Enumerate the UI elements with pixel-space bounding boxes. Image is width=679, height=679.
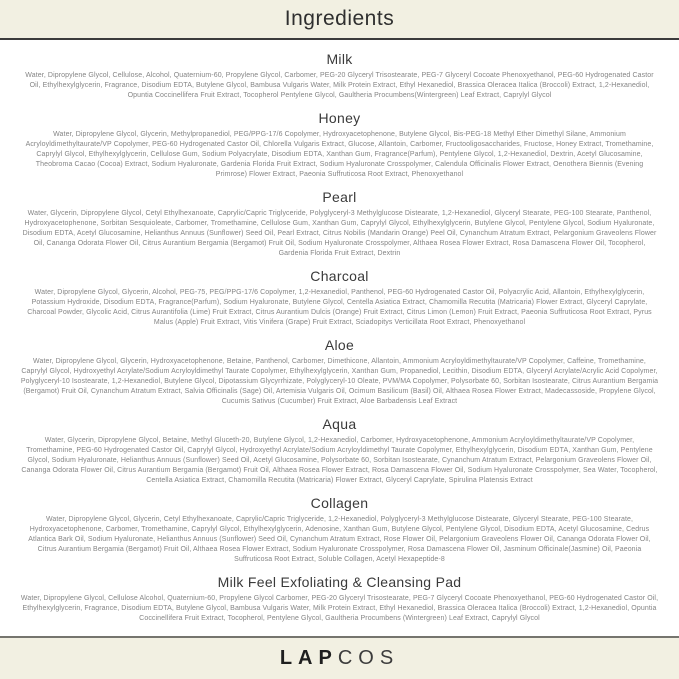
section-ingredients: Water, Dipropylene Glycol, Glycerin, Methylpropanediol, PEG/PPG-17/6 Copolymer, Hydroxyacetophenone, Butylene Glycol, Bis-PEG-18 Methyl Ether Dimethyl Silane, Ammonium Acryloyldimethyltaurate/VP Copolymer, PEG-60 Hydrogenated Castor Oil, Chlorella Vulgaris Extract, Glucose, Allantoin, Carbomer, Fructooligosaccharides, Fructose, Honey Extract, Tromethamine, Caprylyl Glycol, Ethylhexylglycerin, Cellulose Gum, Sodium Polyacrylate, Disodium EDTA, Xanthan Gum, Fragrance(Parfum), Pentylene Glycol, 1,2-Hexanediol, Dextrin, Acetyl Glucosamine, Theobroma Cacao (Cocoa) Extract, Sodium Hyaluronate, Gardenia Florida Fruit Extract, Sodium Hyaluronate Crosspolymer, Calendula Officinalis Flower Extract, Oenothera Biennis (Evening Primrose) Flower Extract, Paeonia Suffruticosa Root Extract, Phenoxyethanol [25,131,654,178]
section-pearl [0,189,679,259]
section-heading: Aqua [322,416,357,432]
section-charcoal [0,268,679,328]
lapcos-logo [280,647,399,670]
section-collagen [0,495,679,565]
section-heading: Honey [318,110,361,126]
section-aqua [0,416,679,486]
section-honey [0,110,679,180]
header-band [0,0,679,40]
footer-band [0,636,679,679]
section-heading: Collagen [310,495,369,511]
ingredients-list [0,40,679,624]
section-heading: Pearl [322,189,357,205]
section-ingredients: Water, Dipropylene Glycol, Glycerin, Alcohol, PEG-75, PEG/PPG-17/6 Copolymer, 1,2-Hexanediol, Panthenol, PEG-60 Hydrogenated Castor Oil, Polyacrylic Acid, Allantoin, Ethylhexylglycerin, Potassium Hydroxide, Disodium EDTA, Fragrance(Parfum), Sodium Hyaluronate, Butylene Glycol, Centella Asiatica Extract, Chamomilla Recutita (Matricaria) Flower Extract, Glyceryl Caprylate, Charcoal Powder, Glycolic Acid, Citrus Aurantifolia (Lime) Fruit Extract, Citrus Aurantium Dulcis (Orange) Fruit Extract, Citrus Limon (Lemon) Fruit Extract, Paeonia Suffruticosa Root Extract, Pyrus Malus (Apple) Fruit Extract, Vitis Vinifera (Grape) Fruit Extract, Sciadopitys Verticillata Root Extract, Phenoxyethanol [27,289,652,326]
section-ingredients: Water, Dipropylene Glycol, Cellulose Alcohol, Quaternium-60, Propylene Glycol Carbomer, PEG-20 Glyceryl Trisostearate, PEG-7 Glyceryl Cocoate Phenoxyethanol, PEG-60 Hydrogenated Castor Oil, Ethylhexylglycerin, Fragrance, Disodium EDTA, Butylene Glycol, Bambusa Vulgaris Water, Milk Protein Extract, Ethyl Hexanediol, Brassica Oleracea Italica (Broccoli) Extract, 1,2-Hexanediol, Opuntia Coccinellifera Fruit Extract, Tocopherol, Pentylene Glycol, Gaultheria Procumbens (Wintergreen) Leaf Extract, Caprylyl Glycol [20,595,659,622]
lapcos-logo-bold-part: LAP [279,647,338,669]
lapcos-logo-light-part: COS [337,647,400,669]
section-heading: Charcoal [310,268,369,284]
section-heading: Milk Feel Exfoliating & Cleansing Pad [217,574,462,590]
section-heading: Aloe [324,337,355,353]
section-ingredients: Water, Glycerin, Dipropylene Glycol, Betaine, Methyl Gluceth-20, Butylene Glycol, 1,2-Hexanediol, Carbomer, Hydroxyacetophenone, Ammonium Acryloyldimethyltaurate/VP Copolymer, Tromethamine, PEG-60 Hydrogenated Castor Oil, Caprylyl Glycol, Hydroxyethyl Acrylate/Sodium Acryloyldimethyl Taurate Copolymer, Ethylhexylglycerin, Disodium EDTA, Xanthan Gum, Pentylene Glycol, Sodium Hyaluronate, Helianthus Annuus (Sunflower) Seed Oil, Acetyl Glucosamine, Polysorbate 60, Sorbitan Isostearate, Cynanchum Atratum Extract, Pelargonium Graveolens Flower Oil, Cananga Odorata Flower Oil, Citrus Aurantium Bergamia (Bergamot) Fruit Oil, Althaea Rosea Flower Extract, Rosa Damascena Flower Oil, Sodium Hyaluronate Crosspolymer, Sea Water, Tocopherol, Centella Asiatica Extract, Chamomilla Recutita (Matricaria) Flower Extract, Glyceryl Caprylate, Spirulina Platensis Extract [21,437,658,484]
section-ingredients: Water, Dipropylene Glycol, Cellulose, Alcohol, Quaternium-60, Propylene Glycol, Carbomer, PEG-20 Glyceryl Trisostearate, PEG-7 Glyceryl Cocoate Phenoxyethanol, PEG-60 Hydrogenated Castor Oil, Ethylhexylglycerin, Fragrance, Disodium EDTA, Butylene Glycol, Bambusa Vulgaris Water, Milk Protein Extract, Ethyl Hexanediol, Brassica Oleracea Italica (Broccoli) Extract, 1,2-Hexanediol, Opuntia Coccinellifera Fruit Extract, Tocopherol Pentylene Glycol, Gaultheria Procumbens(Wintergreen) Leaf Extract, Caprylyl Glycol [25,72,654,99]
page-title: Ingredients [284,7,395,30]
section-ingredients: Water, Dipropylene Glycol, Glycerin, Cetyl Ethylhexanoate, Caprylic/Capric Triglyceride, 1,2-Hexanediol, Polyglyceryl-3 Methylglucose Distearate, Glyceryl Stearate, PEG-100 Stearate, Hydroxyacetophenone, Carbomer, Tromethamine, Caprylyl Glycol, Ethylhexylglycerin, Adenosine, Xanthan Gum, Butylene Glycol, Pentylene Glycol, Disodium EDTA, Acetyl Glucosamine, Cedrus Atlantica Bark Oil, Sodium Hyaluronate, Helianthus Annuus (Sunflower) Seed Oil, Cynanchum Atratum Extract, Rose Flower Oil, Pelargonium Graveolens Flower Oil, Cananga Odorata Flower Oil, Citrus Aurantium Bergamia (Bergamot) Fruit Oil, Althaea Rosea Flower Extract, Sodium Hyaluronate Crosspolymer, Rosa Damascena Flower Oil, Jasminum Officinale(Jasmine) Oil, Paeonia Suffruticosa Root Extract, Soluble Collagen, Acetyl Hexapeptide-8 [28,516,651,563]
section-milk [0,51,679,101]
section-ingredients: Water, Dipropylene Glycol, Glycerin, Hydroxyacetophenone, Betaine, Panthenol, Carbomer, Dimethicone, Allantoin, Ammonium Acryloyldimethyltaurate/VP Copolymer, Caffeine, Tromethamine, Caprylyl Glycol, Hydroxyethyl Acrylate/Sodium Acryloyldimethyl Taurate Copolymer, Ethylhexylglycerin, Xanthan Gum, Propanediol, Lecithin, Disodium EDTA, Glyceryl Acrylate/Acrylic Acid Copolymer, Polyglyceryl-10 Isostearate, 1,2-Hexanediol, Butylene Glycol, Dipotassium Glycyrrhizate, Polyglyceryl-10 Oleate, PVM/MA Copolymer, Polysorbate 60, Sorbitan Isostearate, Citrus Aurantium Bergamia (Bergamot) Fruit Oil, Cynanchum Atratum Extract, Salvia Officinalis (Sage) Oil, Artemisia Vulgaris Oil, Ocimum Basilicum (Basil) Oil, Althaea Rosea Flower Extract, Madecassoside, Propylene Glycol, Cucumis Sativus (Cucumber) Fruit Extract, Aloe Barbadensis Leaf Extract [20,358,659,405]
section-aloe [0,337,679,407]
section-ingredients: Water, Glycerin, Dipropylene Glycol, Cetyl Ethylhexanoate, Caprylic/Capric Triglyceride, Polyglyceryl-3 Methylglucose Distearate, 1,2-Hexanediol, Glyceryl Stearate, PEG-100 Stearate, Panthenol, Hydroxyacetophenone, Sorbitan Sesquioleate, Carbomer, Tromethamine, Cellulose Gum, Xanthan Gum, Caprylyl Glycol, Ethylhexylglycerin, Butylene Glycol, Pentylene Glycol, Sodium Hyaluronate, Disodium EDTA, Acetyl Glucosamine, Helianthus Annuus (Sunflower) Seed Oil, Pearl Extract, Citrus Nobilis (Mandarin Orange) Peel Oil, Cynanchum Atratum Extract, Pelargonium Graveolens Flower Oil, Cananga Odorata Flower Oil, Citrus Aurantium Bergamia (Bergamot) Fruit Oil, Sodium Hyaluronate Crosspolymer, Althaea Rosea Flower Extract, Rosa Damascena Flower Oil, Tocopherol, Gardenia Florida Fruit Extract, Dextrin [22,210,657,257]
section-heading: Milk [326,51,353,67]
section-milk-feel-pad [0,574,679,624]
